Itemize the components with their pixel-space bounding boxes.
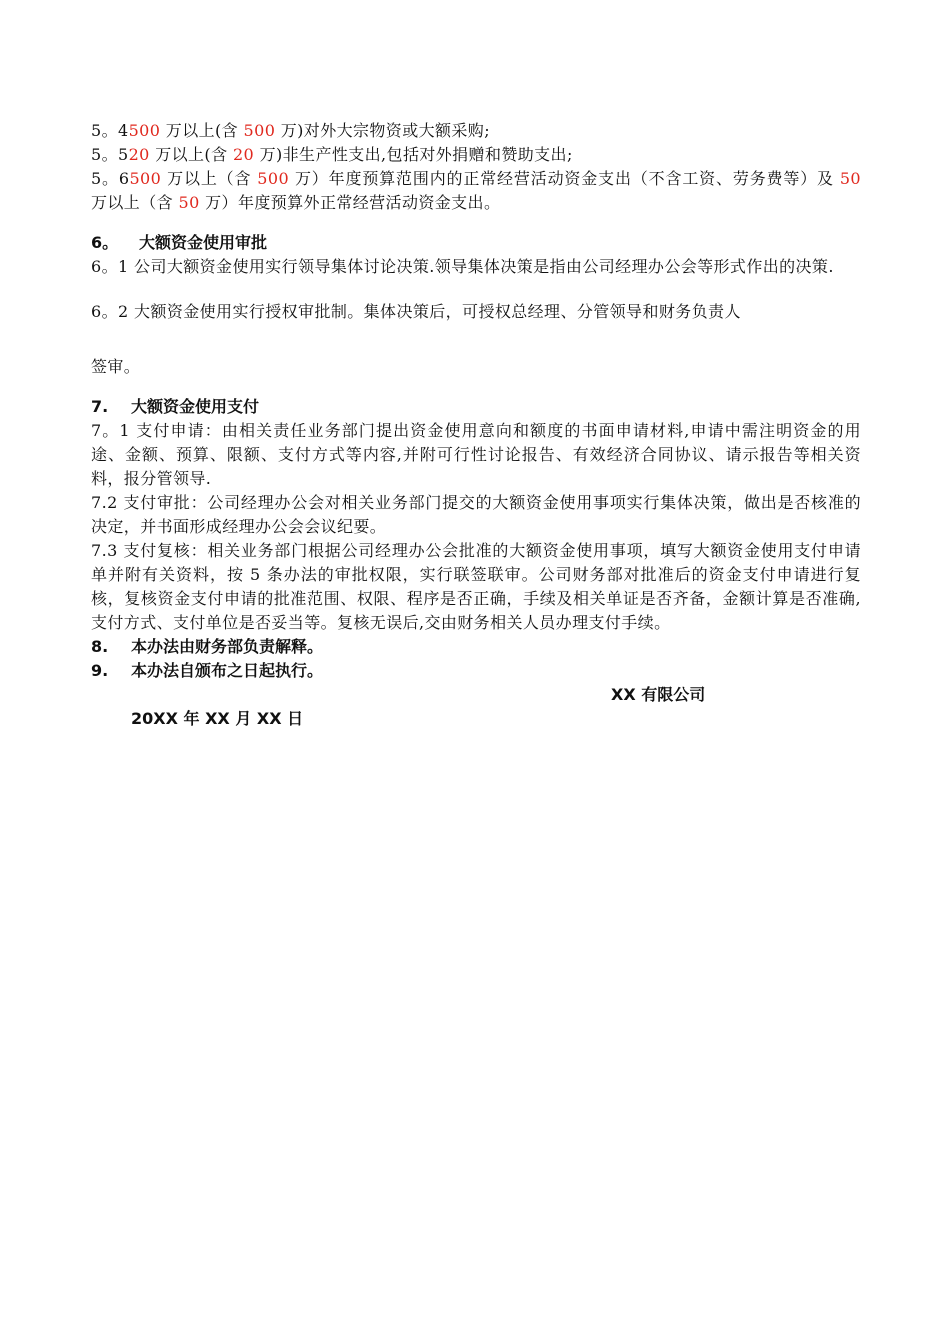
signature-company: XX 有限公司 <box>611 685 706 704</box>
item-5-5 <box>91 143 861 167</box>
amount-highlight: 500 <box>243 121 276 140</box>
document-page <box>91 119 861 731</box>
item-5-5-text: 万)非生产性支出,包括对外捐赠和赞助支出; <box>254 145 573 164</box>
section-7-3: 7.3 支付复核：相关业务部门根据公司经理办公会批准的大额资金使用事项，填写大额资金使用支付申请单并附有关资料，按 5 条办法的审批权限，实行联签联审。公司财务部对批准后的资金支付申请进行复核，复核资金支付申请的批准范围、权限、程序是否正确，手续及相关单证是否齐备，金额计算是否准确,支付方式、支付单位是否妥当等。复核无误后,交由财务相关人员办理支付手续。 <box>91 541 861 632</box>
section-6-2: 6。2 大额资金使用实行授权审批制。集体决策后，可授权总经理、分管领导和财务负责人 <box>91 302 741 321</box>
section-6-1: 6。1 公司大额资金使用实行领导集体讨论决策.领导集体决策是指由公司经理办公会等形式作出的决策. <box>91 257 834 276</box>
section-7-number: 7. <box>91 397 109 416</box>
item-5-5-prefix: 5。5 <box>91 145 129 164</box>
item-5-5-text: 万以上(含 <box>149 145 233 164</box>
item-5-6-text: 万以上（含 <box>161 169 258 188</box>
item-8 <box>91 635 861 659</box>
item-9-number: 9. <box>91 661 109 680</box>
amount-highlight: 50 <box>178 193 200 212</box>
amount-highlight: 500 <box>257 169 290 188</box>
amount-highlight: 500 <box>128 121 161 140</box>
item-5-6-text: 万）年度预算范围内的正常经营活动资金支出（不含工资、劳务费等）及 <box>289 169 840 188</box>
section-7-title: 大额资金使用支付 <box>131 397 260 416</box>
item-5-6 <box>91 167 861 215</box>
item-5-6-prefix: 5。6 <box>91 169 130 188</box>
section-7-2: 7.2 支付审批：公司经理办公会对相关业务部门提交的大额资金使用事项实行集体决策，做出是否核准的决定，并书面形成经理办公会会议纪要。 <box>91 493 861 536</box>
section-7-1: 7。1 支付申请：由相关责任业务部门提出资金使用意向和额度的书面申请材料,申请中需注明资金的用途、金额、预算、限额、支付方式等内容,并附可行性讨论报告、有效经济合同协议、请示报告等相关资料，报分管领导. <box>91 421 861 488</box>
section-6-number: 6。 <box>91 233 119 252</box>
section-6-heading <box>91 231 861 255</box>
item-5-6-text: 万以上（含 <box>91 193 179 212</box>
item-8-text: 本办法由财务部负责解释。 <box>131 637 324 656</box>
item-5-6-text: 万）年度预算外正常经营活动资金支出。 <box>199 193 501 212</box>
amount-highlight: 50 <box>839 169 861 188</box>
amount-highlight: 20 <box>232 145 255 164</box>
item-5-4 <box>91 119 861 143</box>
item-5-4-text: 万以上(含 <box>160 121 244 140</box>
signature-date: 20XX 年 XX 月 XX 日 <box>131 709 304 728</box>
item-5-4-prefix: 5。4 <box>91 121 129 140</box>
section-6-2-continued: 签审。 <box>91 357 141 376</box>
section-6-title: 大额资金使用审批 <box>139 233 268 252</box>
item-8-number: 8. <box>91 637 109 656</box>
amount-highlight: 20 <box>128 145 150 164</box>
item-5-4-text: 万)对外大宗物资或大额采购; <box>275 121 491 140</box>
item-9 <box>91 659 861 683</box>
item-9-text: 本办法自颁布之日起执行。 <box>131 661 324 680</box>
section-7-heading <box>91 395 861 419</box>
amount-highlight: 500 <box>129 169 162 188</box>
